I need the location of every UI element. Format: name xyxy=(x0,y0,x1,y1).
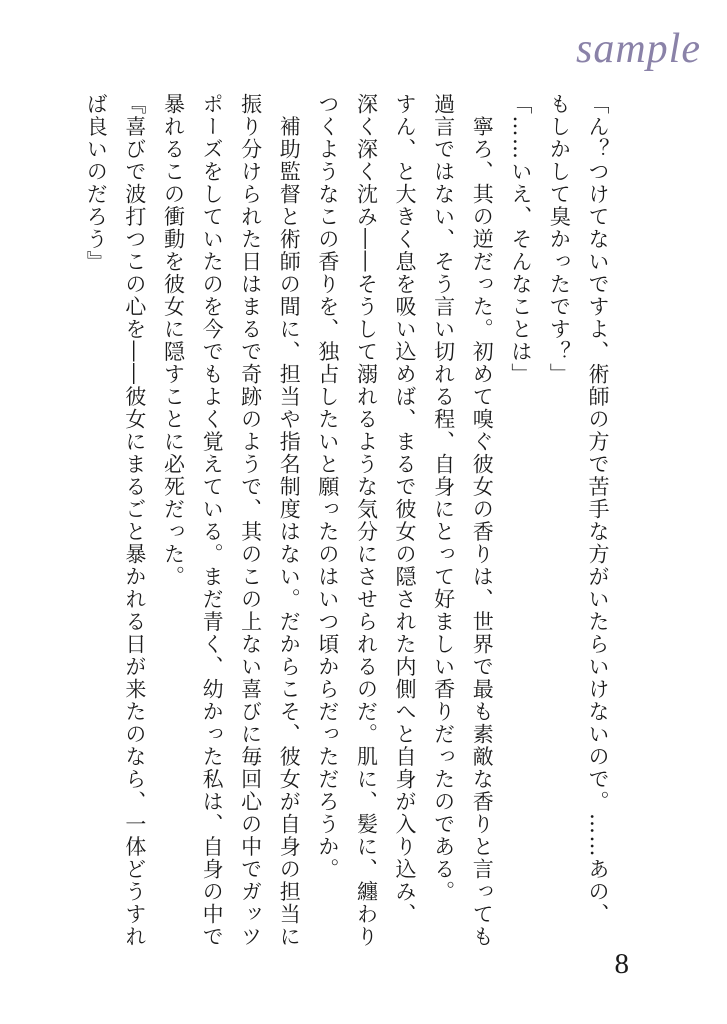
text-line: すん、と大きく息を吸い込めば、まるで彼女の隠された内側へと自身が入り込み、 xyxy=(393,93,418,926)
text-line: 振り分けられた日はまるで奇跡のようで、其のこの上ない喜びに毎回心の中でガッツ xyxy=(238,93,263,948)
text-line: 寧ろ、其の逆だった。初めて嗅ぐ彼女の香りは、世界で最も素敵な香りと言っても xyxy=(470,93,495,948)
text-line: 暴れるこの衝動を彼女に隠すことに必死だった。 xyxy=(161,93,186,588)
text-line: つくようなこの香りを、独占したいと願ったのはいつ頃からだっただろうか。 xyxy=(315,93,340,881)
text-line: 『喜びで波打つこの心を――彼女にまるごと暴かれる日が来たのなら、一体どうすれ xyxy=(122,93,147,948)
text-line: ポーズをしていたのを今でもよく覚えている。まだ青く、幼かった私は、自身の中で xyxy=(200,93,225,948)
text-line: 深く深く沈み――そうして溺れるような気分にさせられるのだ。肌に、髪に、纏わり xyxy=(354,93,379,948)
sample-watermark: sample xyxy=(576,26,701,72)
text-line: もしかして臭かったです？」 xyxy=(547,93,572,386)
text-line: 「ん？つけてないですよ、術師の方で苦手な方がいたらいけないので。……あの、 xyxy=(586,93,610,926)
vertical-text-body xyxy=(84,93,617,948)
text-line: 補助監督と術師の間に、担当や指名制度はない。だからこそ、彼女が自身の担当に xyxy=(277,93,302,948)
page-number: 8 xyxy=(614,948,629,980)
text-line: ば良いのだろう』 xyxy=(84,93,109,273)
text-line: 過言ではない、そう言い切れる程、自身にとって好ましい香りだったのである。 xyxy=(431,93,456,903)
text-line: 「……いえ、そんなことは」 xyxy=(508,93,533,386)
